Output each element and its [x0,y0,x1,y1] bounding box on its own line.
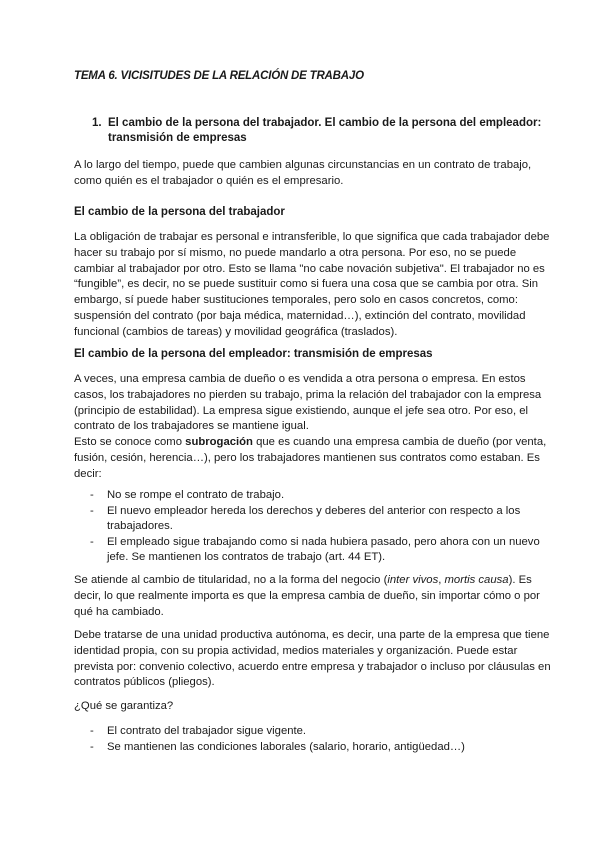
list-item [90,740,550,756]
productive-unit-paragraph: Debe tratarse de una unidad productiva autónoma, es decir, una parte de la empresa que tiene identidad propia, con su propia actividad, medios materiales y organización. Puede estar prevista por: convenio colectivo, acuerdo entre empresa y trabajador o incluso por cláusulas en contratos públicos (pliegos). [74,629,551,689]
subheading-employer-change: El cambio de la persona del empleador: transmisión de empresas [74,348,433,360]
employer-change-paragraph-1: A veces, una empresa cambia de dueño o es vendida a otra persona o empresa. En estos casos, los trabajadores no pierden su trabajo, prima la relación del trabajador con la empresa (principio de estabilidad). La empresa sigue existiendo, aunque el jefe sea otro. Por eso, el contrato de los trabajadores se mantiene igual. [74,373,542,433]
list-item-text: El nuevo empleador hereda los derechos y deberes del anterior con respecto a los trabajadores. [107,504,521,532]
subrogation-text-start: Esto se conoce como [74,436,186,448]
ownership-paragraph [74,573,554,620]
section-heading-text: El cambio de la persona del trabajador. El cambio de la persona del empleador: transmisión de empresas [108,117,542,144]
dash-marker: - [90,504,94,517]
list-item [90,504,550,535]
list-item [90,724,550,740]
mortis-causa-term: mortis causa [444,574,509,586]
subrogation-list [90,488,550,566]
subrogation-text-end: que es cuando una empresa cambia de dueño (por venta, fusión, cesión, herencia…), pero los trabajadores mantienen sus contratos como estaban. Es decir: [74,436,547,480]
dash-marker: - [90,725,94,737]
section-number: 1. [92,117,102,129]
dash-marker: - [90,535,94,548]
subheading-worker-change: El cambio de la persona del trabajador [74,206,285,218]
intro-paragraph: A lo largo del tiempo, puede que cambien algunas circunstancias en un contrato de trabajo, como quién es el trabajador o quién es el empresario. [74,159,532,187]
worker-change-paragraph: La obligación de trabajar es personal e intransferible, lo que significa que cada trabajador debe hacer su trabajo por sí mismo, no puede mandarlo a otra persona. Por eso, no se puede cambiar al trabajador por otro. Esto se llama "no cabe novación subjetiva". El trabajador no es “fungible”, es decir, no se puede sustituir como si fuera una cosa que se cambia por otra. Sin embargo, sí puede haber sustituciones temporales, pero solo en casos concretos, como: suspensión del contrato (por baja médica, maternidad…), extinción del contrato, movilidad funcional (cambios de tareas) y movilidad geográfica (traslados). [74,231,550,338]
guarantees-list [90,724,550,755]
subrogation-term: subrogación [185,436,253,448]
list-item-text: No se rompe el contrato de trabajo. [107,489,285,501]
ownership-text-start: Se atiende al cambio de titularidad, no a la forma del negocio ( [74,574,388,586]
list-item-text: El empleado sigue trabajando como si nada hubiera pasado, pero ahora con un nuevo jefe. Se mantienen los contratos de trabajo (art. 44 ET). [107,535,540,563]
document-title: TEMA 6. VICISITUDES DE LA RELACIÓN DE TRABAJO [74,70,364,82]
guarantees-question: ¿Qué se garantiza? [74,700,174,712]
list-item-text: Se mantienen las condiciones laborales (salario, horario, antigüedad…) [107,740,465,753]
dash-marker: - [90,489,94,501]
list-item [90,488,550,504]
section-heading [92,116,552,146]
subrogation-paragraph [74,435,554,482]
ownership-separator: , [438,574,445,586]
list-item-text: El contrato del trabajador sigue vigente. [107,725,307,737]
ownership-text-end: ). Es decir, lo que realmente importa es que la empresa cambia de dueño, sin importar cómo o por qué ha cambiado. [74,574,540,618]
inter-vivos-term: inter vivos [387,574,439,586]
list-item [90,535,550,566]
dash-marker: - [90,740,94,753]
